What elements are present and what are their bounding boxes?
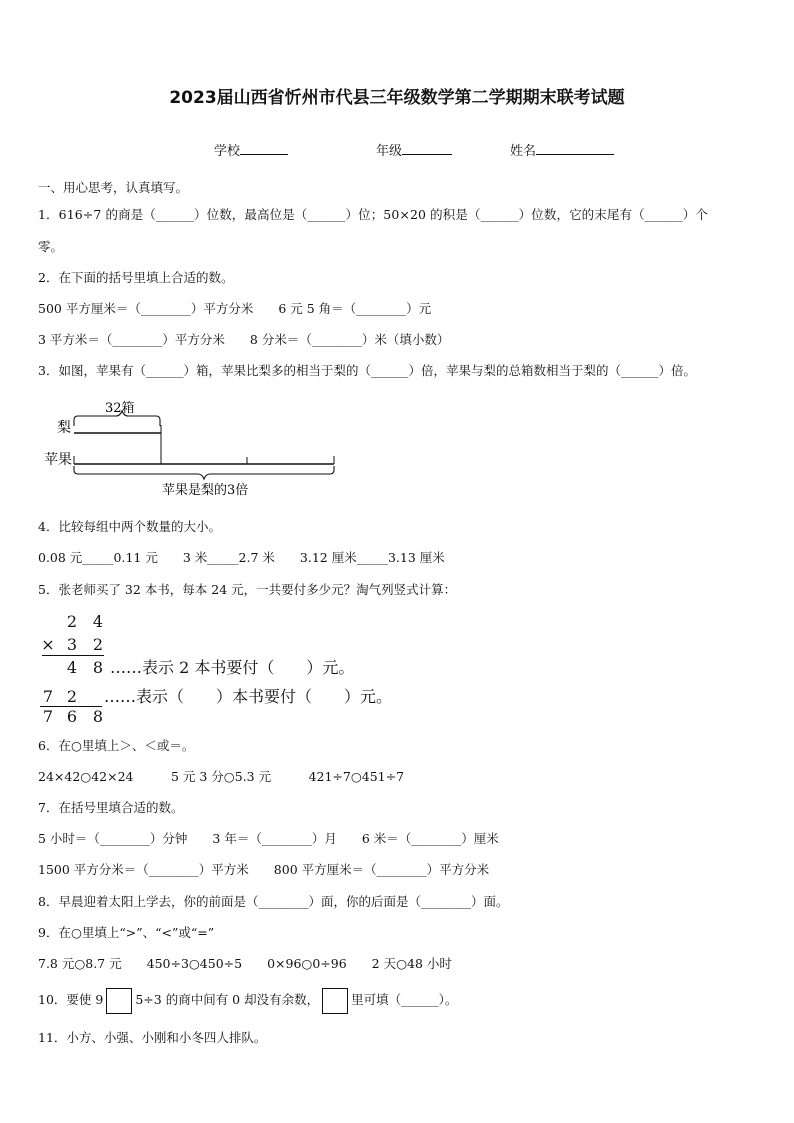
q8-line: 8．早晨迎着太阳上学去，你的前面是（________）面，你的后面是（________）面。 <box>38 894 509 909</box>
section-heading: 一、用心思考，认真填写。 <box>38 180 189 195</box>
page-title: 2023届山西省忻州市代县三年级数学第二学期期末联考试题 <box>169 88 625 108</box>
q2-stem: 2．在下面的括号里填上合适的数。 <box>38 270 234 285</box>
calc-rule-1 <box>42 655 104 656</box>
diagram-top-label: 32箱 <box>105 401 135 416</box>
calc-digit: 2 <box>92 635 104 654</box>
school-blank[interactable] <box>240 142 288 155</box>
q6-line: 24×42○42×24 5 元 3 分○5.3 元 421÷7○451÷7 <box>38 769 405 784</box>
calc-digit: 4 <box>92 612 104 631</box>
q9-stem: 9．在○里填上“>”、“<”或“=” <box>38 925 215 940</box>
diagram-apple-label: 苹果 <box>44 452 72 468</box>
diagram-bottom-label: 苹果是梨的3倍 <box>162 483 249 498</box>
q10-line <box>38 987 457 1014</box>
calc-digit: 4 <box>66 658 78 677</box>
calc-row4-text: ……表示（ ）本书要付（ ）元。 <box>104 687 393 706</box>
calc-digit: 3 <box>66 635 78 654</box>
grade-label: 年级 <box>376 144 403 159</box>
q10-answer-box[interactable] <box>322 988 348 1014</box>
q7-line2: 1500 平方分米＝（________）平方米 800 平方厘米＝（________）平方分米 <box>38 862 490 877</box>
calc-digit: 8 <box>92 707 104 726</box>
name-blank[interactable] <box>536 142 614 155</box>
calc-row3-text: ……表示 2 本书要付（ ）元。 <box>110 658 355 677</box>
q3-diagram <box>38 392 348 504</box>
diagram-bottom-brace <box>74 466 334 479</box>
q7-line1: 5 小时＝（________）分钟 3 年＝（________）月 6 米＝（________）厘米 <box>38 831 499 846</box>
q4-stem: 4．比较每组中两个数量的大小。 <box>38 519 221 534</box>
grade-field <box>376 142 452 158</box>
q5-stem: 5．张老师买了 32 本书，每本 24 元，一共要付多少元？淘气列竖式计算： <box>38 582 457 597</box>
q4-line: 0.08 元_____0.11 元 3 米_____2.7 米 3.12 厘米_____3.13 厘米 <box>38 550 445 565</box>
q10-part3: 里可填（______）。 <box>351 992 458 1007</box>
name-field <box>510 142 614 158</box>
calc-digit: 2 <box>66 687 78 706</box>
calc-digit: 2 <box>66 612 78 631</box>
q6-stem: 6．在○里填上＞、＜或＝。 <box>38 738 195 753</box>
q2-line1: 500 平方厘米＝（________）平方分米 6 元 5 角＝（________）元 <box>38 301 432 316</box>
calc-digit: 8 <box>92 658 104 677</box>
q11-line: 11．小方、小强、小刚和小冬四人排队。 <box>38 1030 267 1045</box>
name-label: 姓名 <box>510 144 537 159</box>
q7-stem: 7．在括号里填合适的数。 <box>38 800 184 815</box>
calc-multiply-sign: × <box>41 635 55 654</box>
q1-line1: 1．616÷7 的商是（______）位数，最高位是（______）位；50×20 的积是（______）位数，它的末尾有（______）个 <box>38 207 708 222</box>
calc-digit: 7 <box>42 707 54 726</box>
school-field <box>214 142 288 158</box>
q9-line: 7.8 元○8.7 元 450÷3○450÷5 0×96○0÷96 2 天○48 小时 <box>38 956 452 971</box>
q3-stem: 3．如图，苹果有（______）箱，苹果比梨多的相当于梨的（______）倍，苹果与梨的总箱数相当于梨的（______）倍。 <box>38 363 696 378</box>
q10-part2: 5÷3 的商中间有 0 却没有余数， <box>135 992 320 1007</box>
grade-blank[interactable] <box>402 142 452 155</box>
q2-line2: 3 平方米＝（________）平方分米 8 分米＝（________）米（填小数） <box>38 332 450 347</box>
calc-digit: 7 <box>42 687 54 706</box>
calc-digit: 6 <box>66 707 78 726</box>
q1-line2: 零。 <box>38 239 64 254</box>
diagram-pear-label: 梨 <box>57 420 71 436</box>
school-label: 学校 <box>214 144 241 159</box>
q10-digit-box[interactable] <box>106 988 132 1014</box>
q10-part1: 10．要使 9 <box>38 992 104 1007</box>
